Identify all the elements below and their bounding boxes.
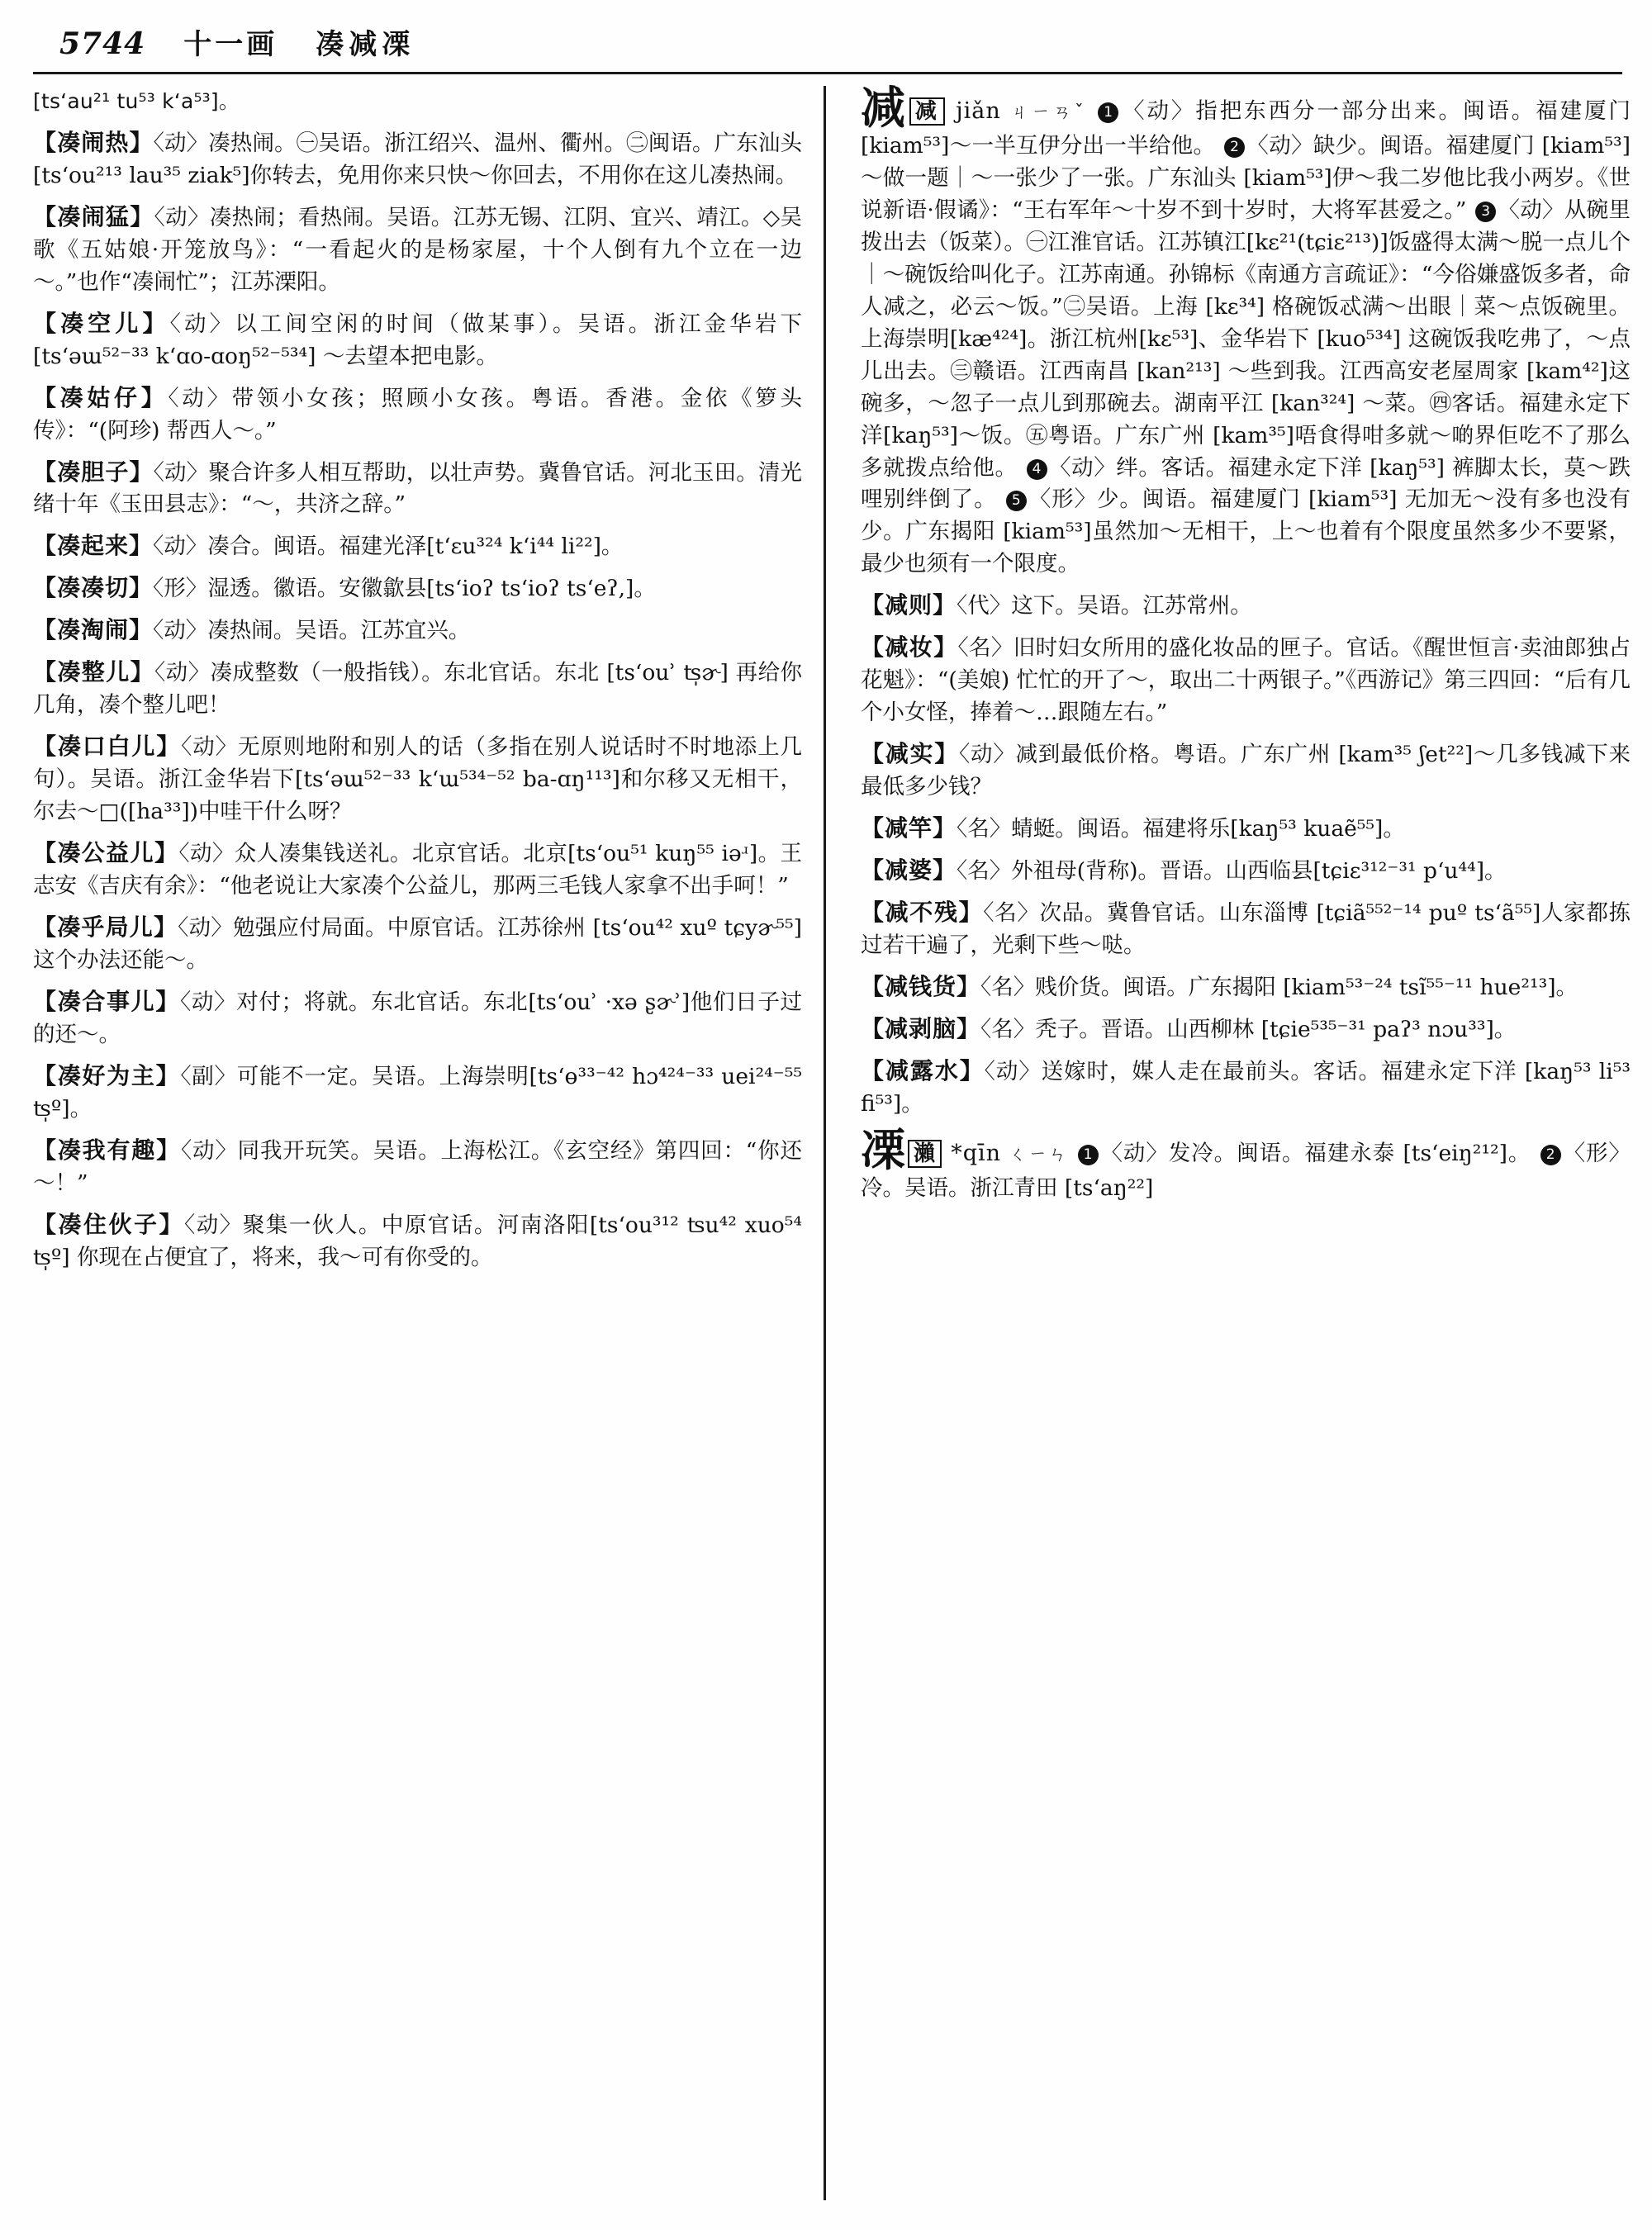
- entry-body: 〈动〉凑热闹。吴语。江苏宜兴。: [153, 618, 471, 644]
- folio-number: 5744: [59, 26, 146, 61]
- entry-jian-ze: [861, 588, 1631, 623]
- headword: 【凑口白儿】: [33, 733, 182, 761]
- headword: 【减钱货】: [861, 972, 981, 1000]
- entry-cou-tao-nao: [33, 613, 802, 648]
- entry-body: 〈动〉聚合许多人相互帮助，以壮声势。冀鲁官话。河北玉田。清光绪十年《玉田县志》：“～，共济之辞。”: [33, 459, 802, 518]
- header-divider: [33, 72, 1622, 74]
- entry-body: 〈动〉送嫁时，媒人走在最前头。客话。福建永定下洋 [kaŋ⁵³ li⁵³ fi⁵³]。: [861, 1058, 1631, 1117]
- entry-body: 〈名〉次品。冀鲁官话。山东淄博 [tɕiã⁵⁵²⁻¹⁴ puº ts‘ã⁵⁵]人家都拣过若干遍了，光剩下些～哒。: [861, 899, 1631, 958]
- sense-number-1: 1: [1098, 102, 1118, 123]
- entry-jian-bo-nao: [861, 1012, 1631, 1046]
- entry-cou-wo-you-qu: [33, 1133, 802, 1200]
- entry-jian-qian-huo: [861, 970, 1631, 1004]
- page-header: [0, 0, 1652, 69]
- headword: 【凑空儿】: [33, 309, 170, 337]
- headword: 【凑姑仔】: [33, 383, 169, 411]
- sense-text-1: 〈动〉指把东西分一部分出来。闽语。福建厦门 [kiam⁵³]～一半互伊分出一半给他。: [861, 98, 1631, 159]
- main-entry-qin: [861, 1123, 1631, 1205]
- entry-body: 〈动〉聚集一伙人。中原官话。河南洛阳[ts‘ou³¹² ʦu⁴² xuo⁵⁴ ʦ̩º] 你现在占便宜了，将来，我～可有你受的。: [33, 1212, 802, 1270]
- headword: 【凑整儿】: [33, 658, 155, 686]
- sense-text-1: 〈动〉发冷。闽语。福建永泰 [ts‘eiŋ²¹²]。: [1099, 1140, 1531, 1166]
- entry-cou-qi-lai: [33, 529, 802, 563]
- columns-container: [0, 82, 1652, 2200]
- pinyin-reading: *qīn: [951, 1140, 1002, 1166]
- entry-cou-dan-zi: [33, 455, 802, 522]
- entry-body: 〈动〉勉强应付局面。中原官话。江苏徐州 [ts‘ou⁴² xuº tɕyɚ⁵⁵]这个办法还能～。: [33, 914, 802, 973]
- entry-cou-nao-re: [33, 126, 802, 192]
- entry-body: 〈名〉外祖母(背称)。晋语。山西临县[tɕiɛ³¹²⁻³¹ p‘u⁴⁴]。: [957, 858, 1507, 885]
- headword: 【减婆】: [861, 856, 957, 885]
- headword: 【减妆】: [861, 633, 958, 662]
- section-characters: 凑减凓: [316, 28, 415, 61]
- entry-body: 〈形〉湿透。徽语。安徽歙县[ts‘ioʔ ts‘ioʔ ts‘eʔ,]。: [153, 576, 656, 602]
- headword: 【凑我有趣】: [33, 1136, 181, 1164]
- headword: 【凑闹热】: [33, 128, 154, 156]
- entry-cou-cou-qie: [33, 571, 802, 605]
- entry-cou-kou-bai-er: [33, 729, 802, 828]
- sense-text-4: 〈动〉绊。客话。福建永定下洋 [kaŋ⁵³] 裤脚太长，莫～跌哩别绊倒了。: [861, 454, 1631, 513]
- entry-jian-gan: [861, 811, 1631, 846]
- sense-text-3: 〈动〉从碗里拨出去（饭菜）。㊀江淮官话。江苏镇江[kɛ²¹(tɕiɛ²¹³)]饭盛得太满～脱一点儿个｜～碗饭给叫化子。江苏南通。孙锦标《南通方言疏证》：“今俗嫌盛饭多者，命人减之，必云～饭。”㊁吴语。上海 [kɛ³⁴] 格碗饭忒满～出眼｜菜～点饭碗里。上海崇明[kæ⁴²⁴]。浙江杭州[kɛ⁵³]、金华岩下 [kuo⁵³⁴] 这碗饭我吃弗了，～点儿出去。㊂赣语。江西南昌 [kan²¹³] ～些到我。江西高安老屋周家 [kam⁴²]这碗多，～忽子一点儿到那碗去。湖南平江 [kan³²⁴] ～菜。㊃客话。福建永定下洋[kaŋ⁵³]～饭。㊄粤语。广东广州 [kam³⁵]唔食得咁多就～啲界佢吃不了那么多就拨点给他。: [861, 197, 1631, 481]
- right-column: [826, 82, 1652, 2200]
- pinyin-reading: jiǎn: [956, 98, 1001, 124]
- headword: 【减剥脑】: [861, 1014, 981, 1042]
- entry-cou-gu-zai: [33, 381, 802, 448]
- headword: 【凑凑切】: [33, 574, 154, 602]
- headword: 【凑好为主】: [33, 1061, 181, 1089]
- entry-body: 〈名〉蜻蜓。闽语。福建将乐[kaŋ⁵³ kuaẽ⁵⁵]。: [957, 816, 1405, 842]
- entry-body: 〈动〉凑合。闽语。福建光泽[t‘ɛu³²⁴ k‘i⁴⁴ li²²]。: [153, 534, 624, 560]
- entry-body: 〈代〉这下。吴语。江苏常州。: [957, 593, 1252, 619]
- entry-body: 〈动〉无原则地附和别人的话（多指在别人说话时不时地添上几句）。吴语。浙江金华岩下[ts‘əɯ⁵²⁻³³ k‘ɯ⁵³⁴⁻⁵² ba-ɑŋ¹¹³]和尔移又无相干，尔去～□([ha³³])中哇干什么呀？: [33, 734, 802, 825]
- entry-cou-nao-meng: [33, 200, 802, 299]
- entry-body: 〈动〉以工间空闲的时间（做某事）。吴语。浙江金华岩下 [ts‘əɯ⁵²⁻³³ k‘ɑo-ɑoŋ⁵²⁻⁵³⁴] ～去望本把电影。: [33, 311, 802, 369]
- entry-cou-zheng-er: [33, 655, 802, 722]
- entry-body: 〈动〉对付；将就。东北官话。东北[ts‘ouʾ ·xə ʂɚʾ]他们日子过的还～。: [33, 989, 802, 1047]
- headword: 【凑淘闹】: [33, 616, 154, 644]
- headword: 【凑胆子】: [33, 458, 154, 486]
- entry-body: 〈名〉贱价货。闽语。广东揭阳 [kiam⁵³⁻²⁴ tsĩ⁵⁵⁻¹¹ hue²¹³]。: [980, 974, 1578, 1000]
- sense-text-2: 〈形〉冷。吴语。浙江青田 [ts‘aŋ²²]: [861, 1140, 1631, 1201]
- entry-body: 〈动〉凑成整数（一般指钱）。东北官话。东北 [ts‘ouʾ ʦ̩ɚ] 再给你几角，凑个整儿吧！: [33, 660, 802, 719]
- entry-body: 〈动〉减到最低价格。粤语。广东广州 [kam³⁵ ʃet²²]～几多钱减下来最低多少钱？: [861, 742, 1631, 800]
- variant-character: 瀨: [908, 1140, 942, 1168]
- entry-body: 〈副〉可能不一定。吴语。上海崇明[ts‘ɵ³³⁻⁴² hɔ⁴²⁴⁻³³ uei²⁴⁻⁵⁵ ʦ̩º]。: [33, 1063, 802, 1122]
- entry-cou-gong-yi-er: [33, 836, 802, 903]
- sense-number-5: 5: [1006, 491, 1027, 511]
- main-entry-jian: [861, 82, 1631, 581]
- entry-body: 〈名〉旧时妇女所用的盛化妆品的匣子。官话。《醒世恒言·卖油郎独占花魁》：“(美娘) 忙忙的开了～，取出二十两银子。”《西游记》第三四回：“后有几个小女怪，捧着～…跟随左右。”: [861, 635, 1631, 726]
- main-headword-character: 凓: [861, 1123, 906, 1176]
- headword: 【凑乎局儿】: [33, 913, 178, 941]
- main-headword-character: 减: [861, 82, 908, 134]
- sense-text-2: 〈动〉缺少。闽语。福建厦门 [kiam⁵³] ～做一题｜～一张少了一张。广东汕头 [kiam⁵³]伊～我二岁他比我小两岁。《世说新语·假谲》：“王右军年～十岁不到十岁时，大将军甚爱之。”: [861, 133, 1631, 223]
- headword: 【减实】: [861, 740, 960, 768]
- headword: 【凑闹猛】: [33, 202, 154, 230]
- headword: 【减露水】: [861, 1056, 985, 1084]
- entry-body: 〈动〉同我开玩笑。吴语。上海松江。《玄空经》第四回：“你还～！”: [33, 1137, 802, 1196]
- stroke-count-label: 十一画: [183, 28, 278, 61]
- entry-body: 〈名〉秃子。晋语。山西柳林 [tɕie⁵³⁵⁻³¹ paʔ³ nɔu³³]。: [980, 1016, 1517, 1042]
- headword: 【凑公益儿】: [33, 839, 179, 867]
- entry-jian-zhuang: [861, 630, 1631, 729]
- continuation-ipa: [ts‘au²¹ tu⁵³ k‘a⁵³]。: [33, 89, 240, 113]
- headword: 【凑合事儿】: [33, 987, 180, 1015]
- headword: 【减则】: [861, 591, 957, 619]
- headword: 【减竿】: [861, 814, 957, 842]
- zhuyin-reading: ㄑㄧㄣ: [1009, 1144, 1069, 1165]
- entry-jian-shi: [861, 737, 1631, 804]
- variant-character: 减: [909, 97, 945, 126]
- entry-cou-hao-wei-zhu: [33, 1059, 802, 1126]
- sense-number-2: 2: [1224, 137, 1245, 158]
- entry-jian-po: [861, 853, 1631, 888]
- entry-body: 〈动〉凑热闹。㊀吴语。浙江绍兴、温州、衢州。㊁闽语。广东汕头 [ts‘ou²¹³ lau³⁵ ziak⁵]你转去，免用你来只快～你回去，不用你在这儿凑热闹。: [33, 130, 802, 188]
- entry-jian-lu-shui: [861, 1054, 1631, 1121]
- zhuyin-reading: ㄐㄧㄢˇ: [1010, 102, 1087, 123]
- entry-cou-he-shi-er: [33, 985, 802, 1051]
- continuation-text: [33, 86, 802, 118]
- entry-cou-hu-ju-er: [33, 910, 802, 977]
- headword: 【减不残】: [861, 898, 984, 926]
- headword: 【凑住伙子】: [33, 1210, 185, 1238]
- sense-text-5: 〈形〉少。闽语。福建厦门 [kiam⁵³] 无加无～没有多也没有少。广东揭阳 [kiam⁵³]虽然加～无相干，上～也着有个限度虽然多少不要紧，最少也须有一个限度。: [861, 486, 1631, 577]
- entry-body: 〈动〉带领小女孩；照顾小女孩。粤语。香港。金依《箩头传》：“(阿珍) 帮西人～。”: [33, 385, 802, 444]
- sense-number-2: 2: [1540, 1145, 1561, 1165]
- sense-number-3: 3: [1475, 202, 1496, 222]
- left-column: [0, 86, 826, 2200]
- entry-jian-bu-can: [861, 895, 1631, 962]
- sense-number-4: 4: [1027, 459, 1047, 480]
- entry-cou-zhu-huo-zi: [33, 1208, 802, 1274]
- entry-cou-kong-er: [33, 306, 802, 373]
- entry-body: 〈动〉众人凑集钱送礼。北京官话。北京[ts‘ou⁵¹ kuŋ⁵⁵ iəʴ]。王志安《吉庆有余》：“他老说让大家凑个公益儿，那两三毛钱人家拿不出手呵！”: [33, 841, 802, 899]
- entry-body: 〈动〉凑热闹；看热闹。吴语。江苏无锡、江阴、宜兴、靖江。◇吴歌《五姑娘·开笼放鸟》：“一看起火的是杨家屋，十个人倒有九个立在一边～。”也作“凑闹忙”；江苏溧阳。: [33, 204, 802, 295]
- sense-number-1: 1: [1078, 1145, 1099, 1165]
- headword: 【凑起来】: [33, 532, 154, 560]
